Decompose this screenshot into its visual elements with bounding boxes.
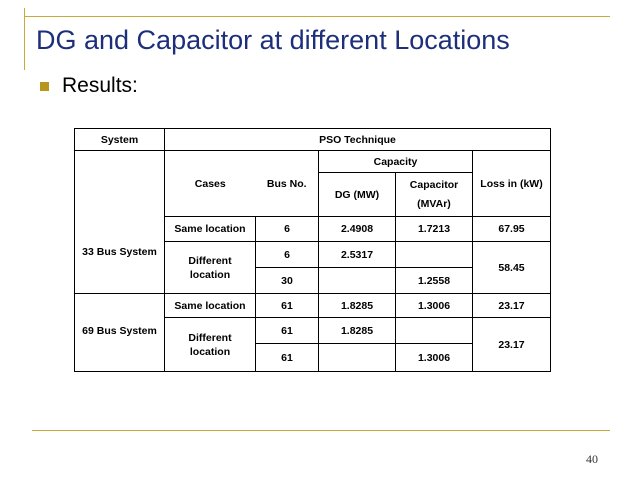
cell-69-same-bus: 61	[256, 294, 319, 318]
cell-69-same-dg: 1.8285	[319, 294, 396, 318]
cell-33-diff-bus-1: 6	[256, 242, 319, 268]
bullet-square-icon	[40, 82, 49, 91]
cell-69-different-case	[165, 318, 256, 372]
cell-69-diff-dg-2	[319, 344, 396, 372]
header-cases: Cases	[165, 151, 256, 217]
cell-33-diff-loss: 58.45	[473, 242, 551, 294]
header-divider	[24, 16, 610, 17]
results-table	[74, 128, 551, 372]
cell-69-same-capacitor: 1.3006	[396, 294, 473, 318]
header-capacitor-line1: Capacitor	[409, 179, 459, 191]
header-capacitor	[396, 173, 473, 217]
header-bus-no: Bus No.	[256, 151, 319, 217]
cell-33-bus-system: 33 Bus System	[75, 151, 165, 294]
header-capacitor-line2: (MVAr)	[417, 198, 451, 210]
cell-69-diff-dg-1: 1.8285	[319, 318, 396, 344]
cell-69-different-line1: Different	[188, 331, 232, 344]
cell-69-different-line2: location	[189, 345, 231, 358]
cell-33-same-capacitor: 1.7213	[396, 217, 473, 242]
title-accent-rule	[24, 8, 25, 70]
cell-33-different-case	[165, 242, 256, 294]
cell-33-diff-capacitor-2: 1.2558	[396, 268, 473, 294]
cell-33-different-line1: Different	[188, 254, 232, 267]
cell-33-diff-dg-2	[319, 268, 396, 294]
cell-69-diff-capacitor-2: 1.3006	[396, 344, 473, 372]
table-row	[75, 294, 551, 318]
cell-33-diff-bus-2: 30	[256, 268, 319, 294]
cell-33-same-dg: 2.4908	[319, 217, 396, 242]
cell-33-different-line2: location	[189, 268, 231, 281]
cell-69-same-case: Same location	[165, 294, 256, 318]
cell-33-diff-capacitor-1	[396, 242, 473, 268]
header-system: System	[75, 129, 165, 151]
cell-69-diff-loss: 23.17	[473, 318, 551, 372]
cell-69-bus-system: 69 Bus System	[75, 294, 165, 372]
cell-33-same-bus: 6	[256, 217, 319, 242]
slide-title: DG and Capacitor at different Locations	[36, 25, 510, 55]
footer-divider	[32, 430, 610, 431]
cell-33-same-loss: 67.95	[473, 217, 551, 242]
page-number: 40	[586, 452, 598, 466]
header-pso-technique: PSO Technique	[165, 129, 551, 151]
bullet-text: Results:	[62, 74, 138, 97]
header-loss: Loss in (kW)	[473, 151, 551, 217]
table-row	[75, 129, 551, 151]
header-capacity: Capacity	[319, 151, 473, 173]
cell-69-diff-bus-1: 61	[256, 318, 319, 344]
table-row	[75, 151, 551, 173]
cell-69-diff-capacitor-1	[396, 318, 473, 344]
cell-69-diff-bus-2: 61	[256, 344, 319, 372]
cell-33-diff-dg-1: 2.5317	[319, 242, 396, 268]
header-dg: DG (MW)	[319, 173, 396, 217]
cell-69-same-loss: 23.17	[473, 294, 551, 318]
cell-33-same-case: Same location	[165, 217, 256, 242]
